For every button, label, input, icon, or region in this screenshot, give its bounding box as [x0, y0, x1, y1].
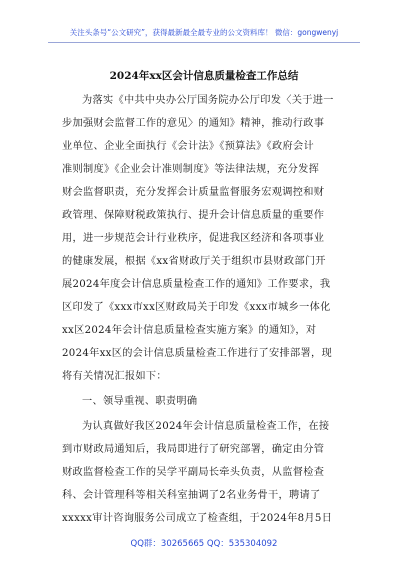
- paragraph-line: 业单位、企业全面执行《会计法》《预算法》《政府会计: [62, 141, 314, 152]
- section-heading: 一、领导重视、职责明确: [82, 396, 198, 407]
- paragraph-line: 2024年xx区的会计信息质量检查工作进行了安排部署，现: [62, 348, 332, 359]
- paragraph-line: 为落实《中共中央办公厅国务院办公厅印发〈关于进一: [82, 95, 334, 106]
- paragraph-line: 科、会计管理科等相关科室抽调了2名业务骨干，聘请了: [62, 490, 321, 501]
- paragraph-line: 区印发了《xxx市xx区财政局关于印发《xxx市城乡一体化: [62, 302, 331, 313]
- paragraph-line: 将有关情况汇报如下：: [62, 371, 167, 382]
- paragraph-line: 展2024年度会计信息质量检查工作的通知》工作要求，我: [62, 279, 331, 290]
- document-title: 2024年xx区会计信息质量检查工作总结: [109, 70, 299, 82]
- paragraph-line: 财政监督检查工作的吴学平副局长牵头负责，从监督检查: [62, 467, 325, 478]
- paragraph-line: 到市财政局通知后，我局即进行了研究部署，确定由分管: [62, 444, 325, 455]
- footer-contact: QQ群：30265665 QQ：535304092: [130, 539, 278, 549]
- header-banner: 关注头条号“公文研究”，获得最新最全最专业的公文资料库！ 微信：gongwenyj: [69, 28, 339, 37]
- paragraph-line: 财会监督职责，充分发挥会计质量监督服务宏观调控和财: [62, 187, 325, 198]
- paragraph-line: 为认真做好我区2024年会计信息质量检查工作，在接: [82, 421, 330, 432]
- header-divider: [48, 42, 360, 43]
- paragraph-line: 政管理、保障财税政策执行、提升会计信息质量的重要作: [62, 210, 325, 221]
- paragraph-line: 的健康发展，根据《xx省财政厅关于组织市县财政部门开: [62, 256, 326, 267]
- paragraph-line: 准则制度》《企业会计准则制度》等法律法规，充分发挥: [62, 164, 320, 175]
- paragraph-line: 用，进一步规范会计行业秩序，促进我区经济和各项事业: [62, 233, 325, 244]
- paragraph-line: 步加强财会监督工作的意见〉的通知》精神，推动行政事: [62, 118, 325, 129]
- paragraph-line: xx区2024年会计信息质量检查实施方案》的通知》，对: [62, 325, 317, 336]
- paragraph-line: xxxxx审计咨询服务公司成立了检查组，于2024年8月5日: [62, 513, 333, 524]
